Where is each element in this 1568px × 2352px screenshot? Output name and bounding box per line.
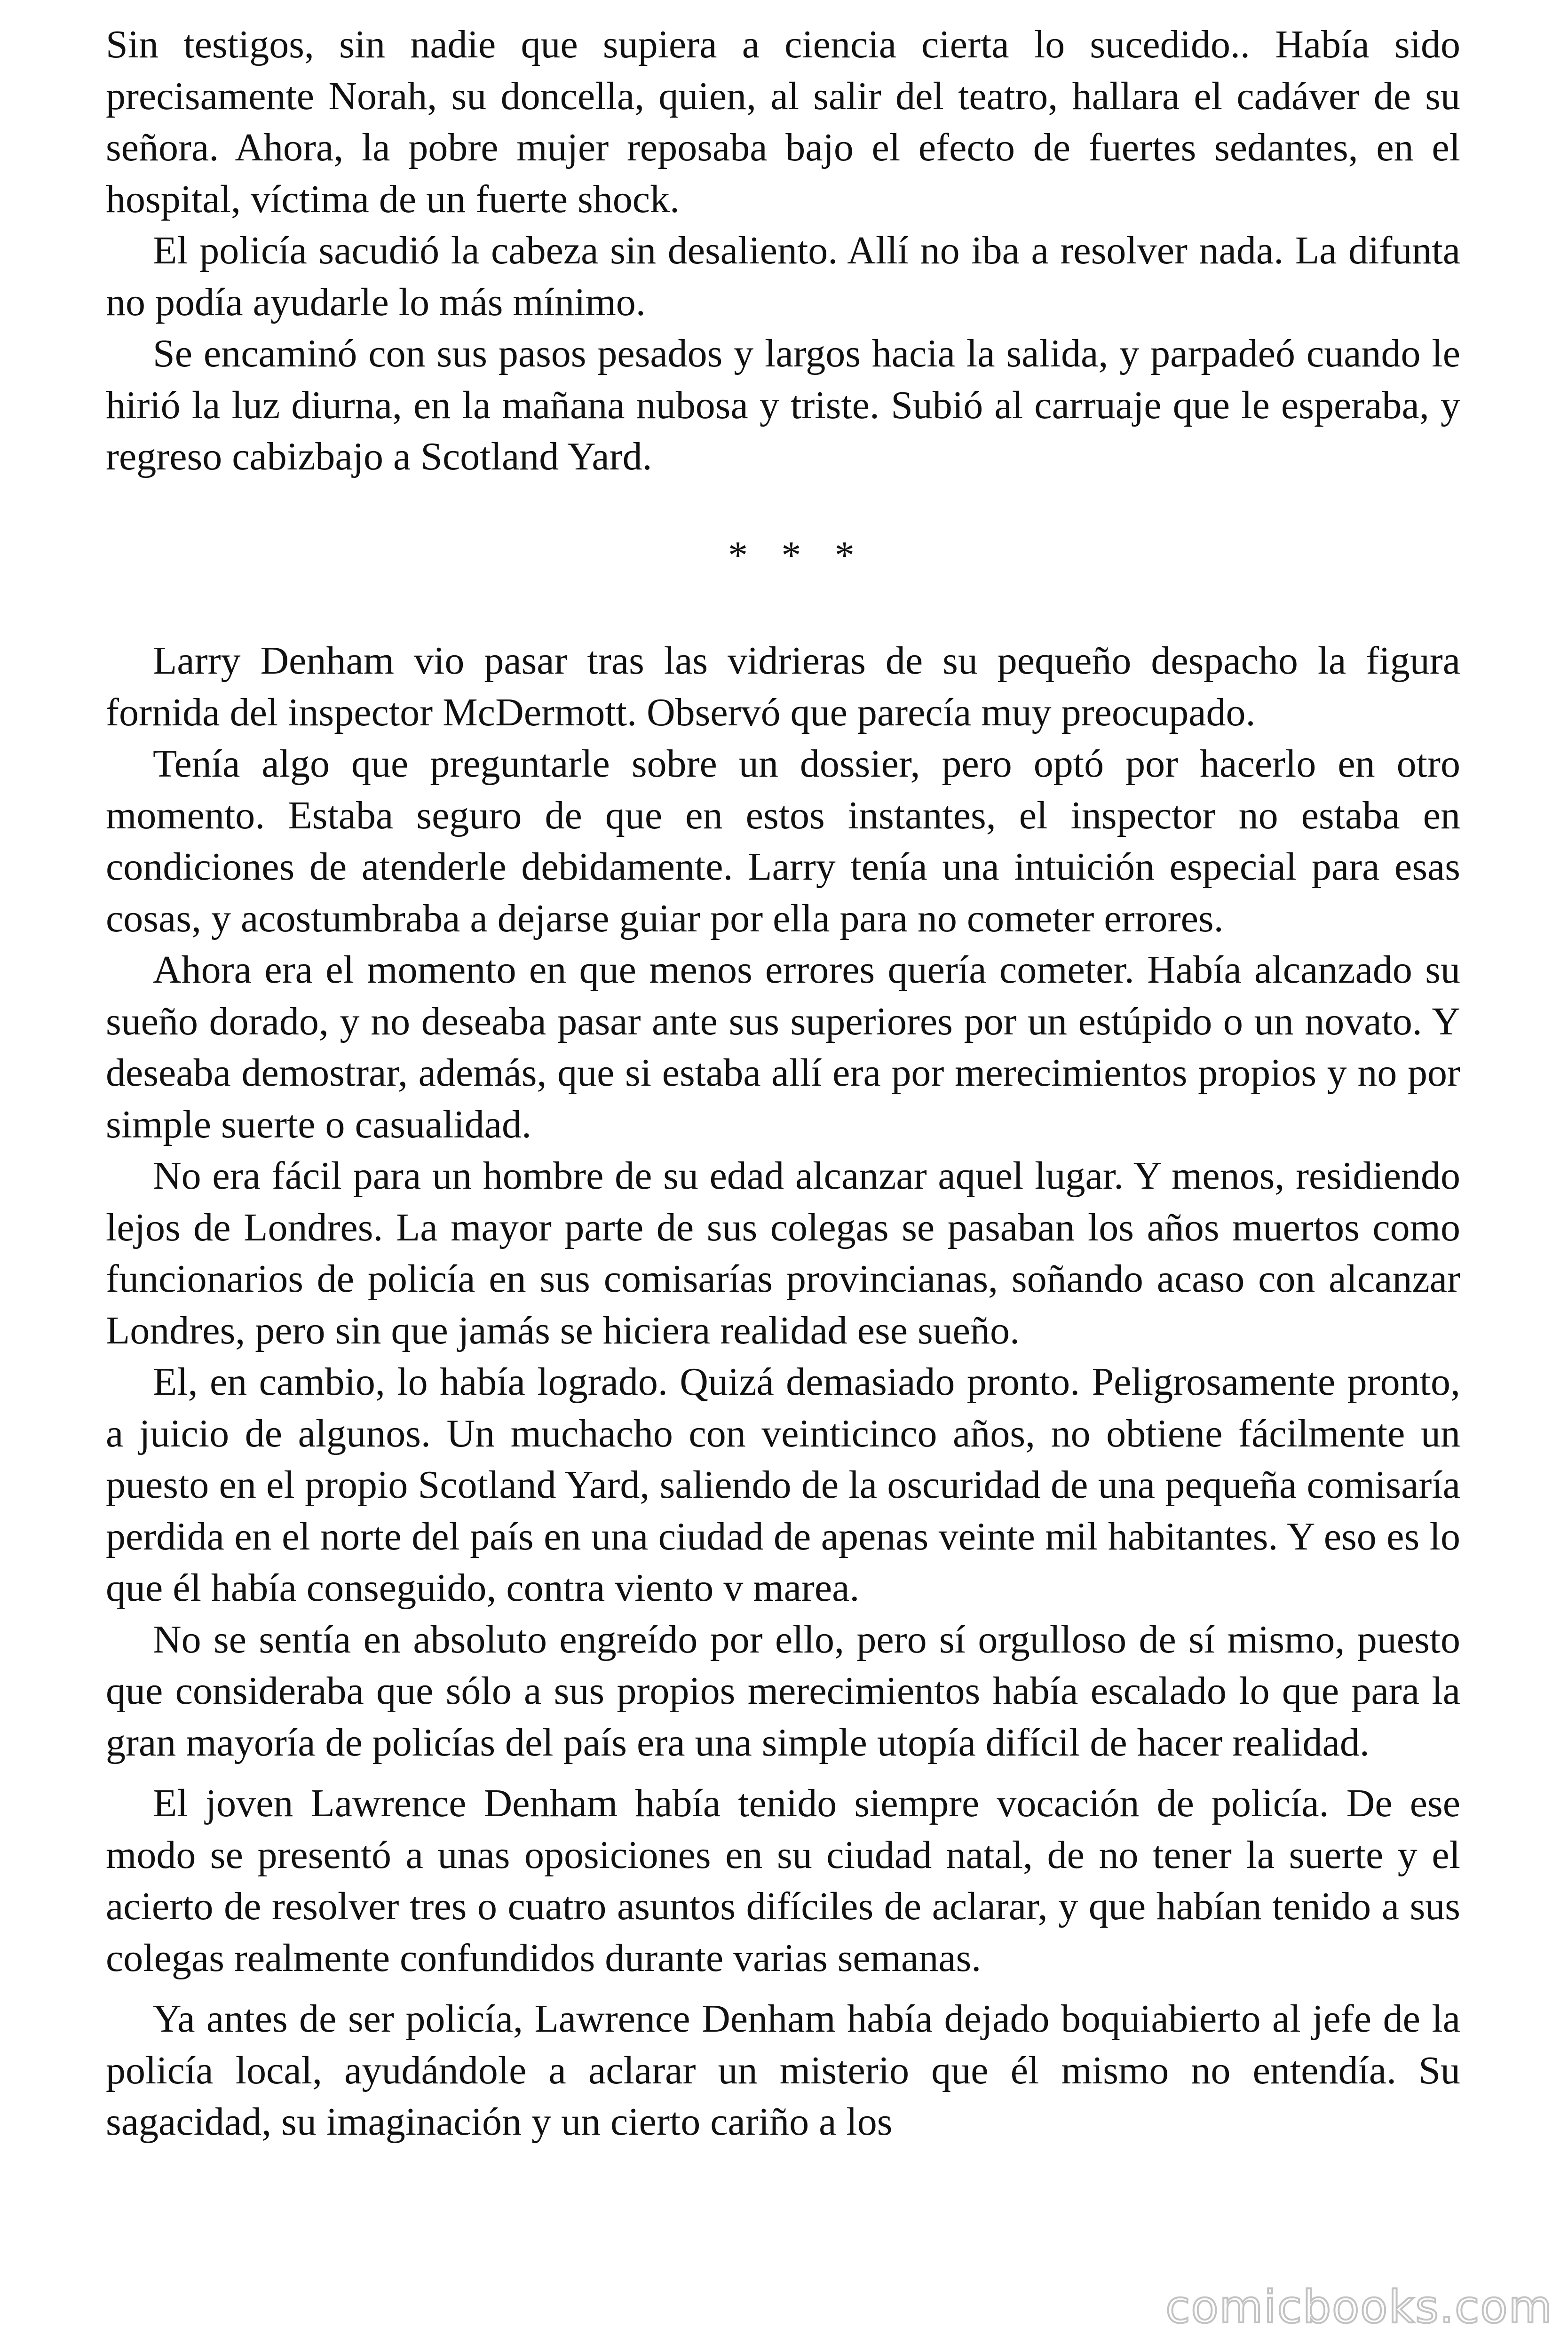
section-separator: * * * — [728, 533, 866, 577]
page-text — [106, 19, 1460, 2148]
paragraph: Ahora era el momento en que menos errores quería cometer. Había alcanzado su sueño dorado, y no deseaba pasar ante sus superiores por un estúpido o un novato. Y deseaba demostrar, además, que si estaba allí era por merecimientos propios y no por simple suerte o casualidad. — [106, 948, 1460, 1146]
watermark: comicbooks.com — [1165, 2281, 1553, 2333]
paragraph: Ya antes de ser policía, Lawrence Denham había dejado boquiabierto al jefe de la policía local, ayudándole a aclarar un misterio que él mismo no entendía. Su sagacidad, su imaginación y un cierto cariño a los — [106, 1997, 1460, 2144]
paragraph: No era fácil para un hombre de su edad alcanzar aquel lugar. Y menos, residiendo lejos de Londres. La mayor parte de sus colegas se pasaban los años muertos como funcionarios de policía en sus comisarías provincianas, soñando acaso con alcanzar Londres, pero sin que jamás se hiciera realidad ese sueño. — [106, 1154, 1460, 1352]
paragraph: El policía sacudió la cabeza sin desaliento. Allí no iba a resolver nada. La difunta no podía ayudarle lo más mínimo. — [106, 229, 1460, 324]
paragraph: No se sentía en absoluto engreído por ello, pero sí orgulloso de sí mismo, puesto que consideraba que sólo a sus propios merecimientos había escalado lo que para la gran mayoría de policías del país era una simple utopía difícil de hacer realidad. — [106, 1617, 1460, 1764]
paragraph: Larry Denham vio pasar tras las vidrieras de su pequeño despacho la figura fornida del inspector McDermott. Observó que parecía muy preocupado. — [106, 639, 1460, 734]
paragraph: El, en cambio, lo había logrado. Quizá demasiado pronto. Peligrosamente pronto, a juicio de algunos. Un muchacho con veinticinco años, no obtiene fácilmente un puesto en el propio Scotland Yard, saliendo de la oscuridad de una pequeña comisaría perdida en el norte del país en una ciudad de apenas veinte mil habitantes. Y eso es lo que él había conseguido, contra viento v marea. — [106, 1360, 1460, 1610]
paragraph: El joven Lawrence Denham había tenido siempre vocación de policía. De ese modo se presentó a unas oposiciones en su ciudad natal, de no tener la suerte y el acierto de resolver tres o cuatro asuntos difíciles de aclarar, y que habían tenido a sus colegas realmente confundidos durante varias semanas. — [106, 1781, 1460, 1980]
paragraph: Sin testigos, sin nadie que supiera a ciencia cierta lo sucedido.. Había sido precisamente Norah, su doncella, quien, al salir del teatro, hallara el cadáver de su señora. Ahora, la pobre mujer reposaba bajo el efecto de fuertes sedantes, en el hospital, víctima de un fuerte shock. — [106, 23, 1460, 221]
paragraph: Tenía algo que preguntarle sobre un dossier, pero optó por hacerlo en otro momento. Estaba seguro de que en estos instantes, el inspector no estaba en condiciones de atenderle debidamente. Larry tenía una intuición especial para esas cosas, y acostumbraba a dejarse guiar por ella para no cometer errores. — [106, 742, 1460, 940]
paragraph: Se encaminó con sus pasos pesados y largos hacia la salida, y parpadeó cuando le hirió la luz diurna, en la mañana nubosa y triste. Subió al carruaje que le esperaba, y regreso cabizbajo a Scotland Yard. — [106, 332, 1460, 478]
